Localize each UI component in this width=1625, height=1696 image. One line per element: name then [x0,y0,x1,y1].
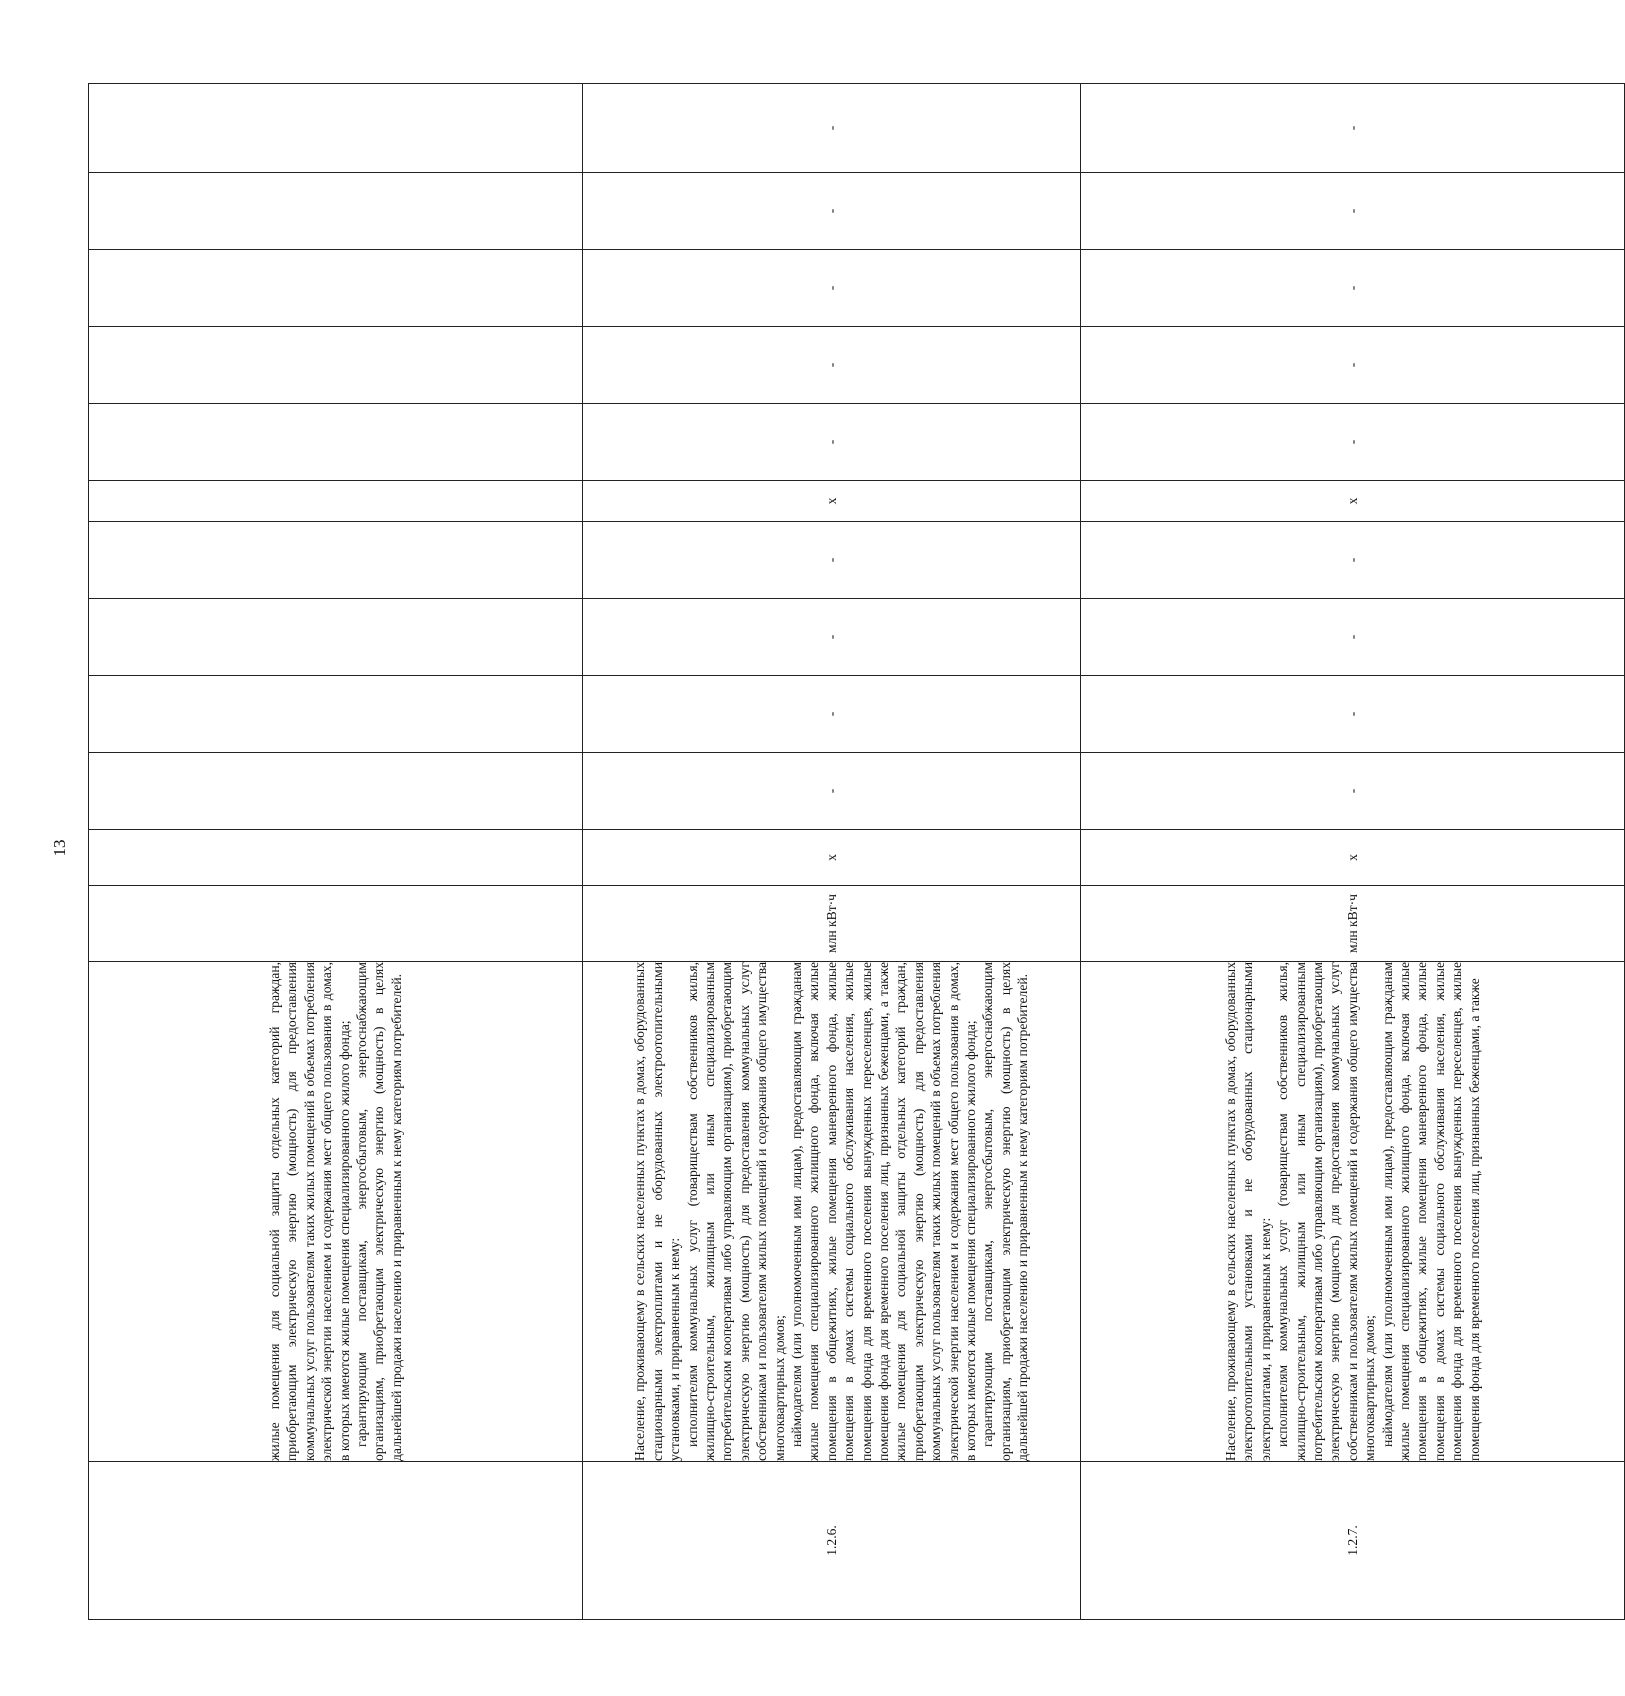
unit-cell: млн кВт·ч [1081,886,1625,962]
value-cell [89,753,583,830]
row-description [583,962,1081,1462]
value-cell: x [583,481,1081,522]
value-cell: - [1081,327,1625,404]
description-paragraph: исполнителям коммунальных услуг (товариществам собственников жилья, жилищно-строительным, жилищным или иным специализированным потребительским кооперативам либо управляющим организациям), приобретающим электрическую энергию (мощность) для предоставления коммунальных услуг собственникам и пользователям жилых помещений и содержания общего имущества многоквартирных домов; [684,962,787,1461]
value-cell: - [1081,250,1625,327]
value-cell: - [583,173,1081,250]
row-number: 1.2.6. [583,1462,1081,1620]
value-cell [89,173,583,250]
description-paragraph: жилые помещения для социальной защиты отдельных категорий граждан, приобретающим электрическую энергию (мощность) для предоставления коммунальных услуг пользователям таких жилых помещений в объемах потребления электрической энергии населением и содержания мест общего пользования в домах, в которых имеются жилые помещения специализированного жилого фонда; [266,962,352,1461]
row-number [89,1462,583,1620]
unit-cell: млн кВт·ч [583,886,1081,962]
table-row [1081,84,1625,1620]
value-cell: x [583,830,1081,886]
description-paragraph: Население, проживающему в сельских населенных пунктах в домах, оборудованных электроотопительными установками и не оборудованных стационарными электроплитами, и приравненным к нему: [1222,962,1273,1461]
page-number: 13 [50,839,69,857]
value-cell: - [1081,522,1625,599]
description-paragraph: гарантирующим поставщикам, энергосбытовым, энергоснабжающим организациям, приобретающим электрическую энергию (мощность) в целях дальнейшей продажи населению и приравненным к нему категориям потребителей. [980,962,1031,1461]
table-row [583,84,1081,1620]
tariff-table [88,83,1625,1620]
value-cell [89,676,583,753]
description-paragraph: наймодателям (или уполномоченным ими лицам), предоставляющим гражданам жилые помещения специализированного жилищного фонда, включая жилые помещения в общежитиях, жилые помещения маневренного фонда, жилые помещения в домах системы социального обслуживания населения, жилые помещения фонда для временного поселения вынужденных переселенцев, жилые помещения фонда для временного поселения лиц, признанных беженцами, а также жилые помещения для социальной защиты отдельных категорий граждан, приобретающим электрическую энергию (мощность) для предоставления коммунальных услуг пользователям таких жилых помещений в объемах потребления электрической энергии населением и содержания мест общего пользования в домах, в которых имеются жилые помещения специализированного жилого фонда; [788,962,979,1461]
table-row [89,84,583,1620]
value-cell: - [1081,753,1625,830]
description-paragraph: исполнителям коммунальных услуг (товариществам собственников жилья, жилищно-строительным, жилищным или иным специализированным потребительским кооперативам либо управляющим организациям), приобретающим электрическую энергию (мощность) для предоставления коммунальных услуг собственникам и пользователям жилых помещений и содержания общего имущества многоквартирных домов; [1275,962,1378,1461]
value-cell: - [1081,84,1625,173]
rotated-table-wrapper [88,84,1482,1620]
value-cell: - [1081,599,1625,676]
unit-cell [89,886,583,962]
value-cell: - [583,404,1081,481]
description-paragraph: гарантирующим поставщикам, энергосбытовым, энергоснабжающим организациям, приобретающим электрическую энергию (мощность) в целях дальнейшей продажи населению и приравненным к нему категориям потребителей. [353,962,404,1461]
value-cell [89,404,583,481]
value-cell [89,830,583,886]
value-cell: - [583,327,1081,404]
row-description [89,962,583,1462]
value-cell [89,327,583,404]
value-cell: - [1081,173,1625,250]
value-cell [89,599,583,676]
value-cell: - [583,250,1081,327]
row-description [1081,962,1625,1462]
description-paragraph: Население, проживающему в сельских населенных пунктах в домах, оборудованных стационарными электроплитами и не оборудованных электроотопительными установками, и приравненным к нему: [632,962,683,1461]
value-cell: x [1081,830,1625,886]
value-cell: - [583,599,1081,676]
value-cell: - [583,676,1081,753]
value-cell: - [583,522,1081,599]
value-cell [89,522,583,599]
value-cell: x [1081,481,1625,522]
value-cell: - [1081,676,1625,753]
value-cell [89,481,583,522]
value-cell [89,250,583,327]
value-cell: - [583,753,1081,830]
description-paragraph: наймодателям (или уполномоченным ими лицам), предоставляющим гражданам жилые помещения специализированного жилищного фонда, включая жилые помещения в общежитиях, жилые помещения маневренного фонда, жилые помещения в домах системы социального обслуживания населения, жилые помещения фонда для временного поселения вынужденных переселенцев, жилые помещения фонда для временного поселения лиц, признанных беженцами, а также [1379,962,1482,1461]
value-cell: - [1081,404,1625,481]
row-number: 1.2.7. [1081,1462,1625,1620]
value-cell [89,84,583,173]
value-cell: - [583,84,1081,173]
